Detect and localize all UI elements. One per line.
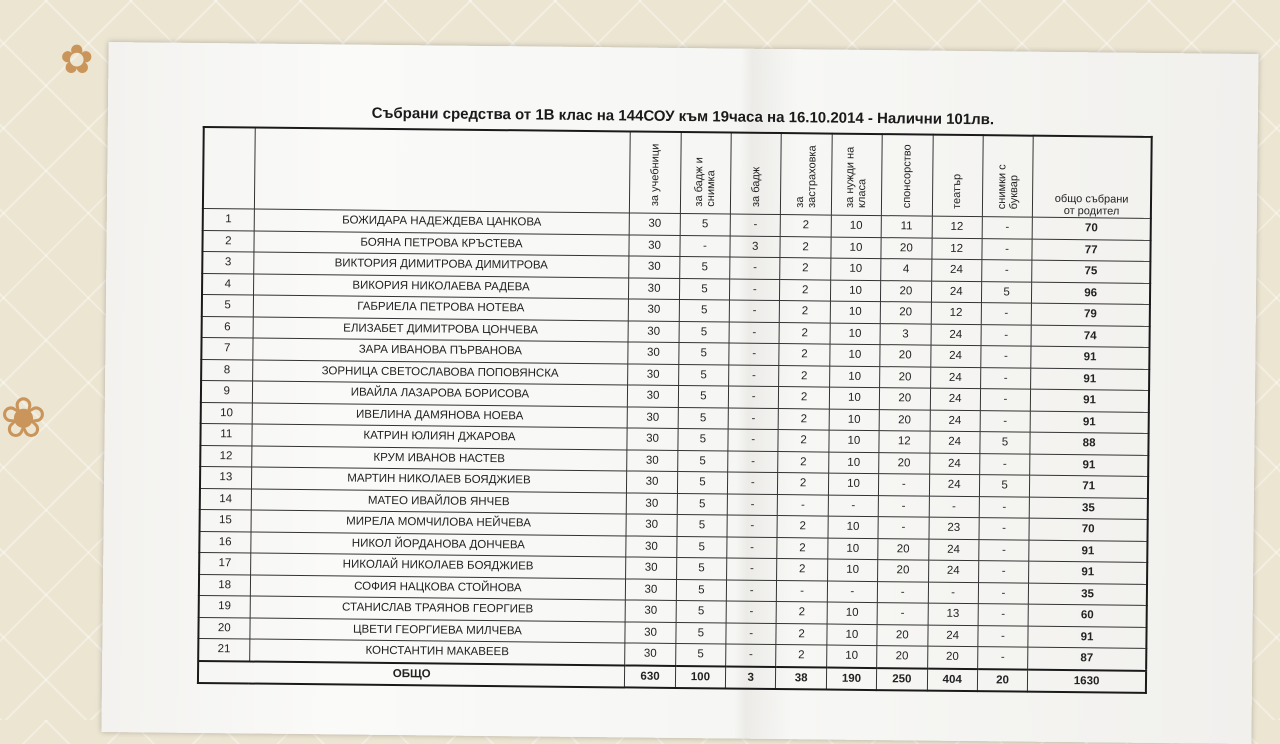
value-cell: - [727, 494, 778, 516]
student-name-cell: КАТРИН ЮЛИЯН ДЖАРОВА [251, 424, 627, 449]
value-cell: 5 [981, 281, 1032, 303]
value-cell: 11 [881, 216, 932, 238]
value-cell: - [877, 581, 928, 603]
row-number-cell: 16 [199, 531, 250, 553]
value-cell: 30 [628, 320, 679, 342]
value-cell: - [928, 582, 979, 604]
value-cell: 91 [1031, 346, 1149, 369]
value-cell: 2 [776, 645, 827, 668]
contributions-table [197, 126, 1153, 694]
value-cell: - [680, 235, 731, 257]
value-cell: - [728, 386, 779, 408]
value-cell: 5 [679, 256, 730, 278]
student-name-cell: ЦВЕТИ ГЕОРГИЕВА МИЛЧЕВА [249, 618, 625, 643]
value-cell: 74 [1031, 325, 1149, 348]
value-cell: 24 [931, 281, 982, 303]
value-cell: 2 [781, 215, 832, 237]
row-number-cell: 6 [202, 316, 253, 338]
value-cell: 5 [680, 213, 731, 235]
row-number-cell: 21 [198, 638, 249, 661]
student-name-cell: КОНСТАНТИН МАКАВЕЕВ [249, 639, 625, 665]
row-number-cell: 1 [203, 208, 254, 230]
row-number-cell: 12 [200, 445, 251, 467]
value-cell: 10 [828, 473, 879, 495]
value-cell: - [978, 582, 1029, 604]
value-cell: - [729, 343, 780, 365]
value-cell: 30 [629, 256, 680, 278]
row-number-cell: 4 [202, 273, 253, 295]
value-cell: 20 [877, 646, 928, 669]
student-name-cell: КРУМ ИВАНОВ НАСТЕВ [251, 446, 627, 471]
value-cell: 24 [928, 539, 979, 561]
value-cell: 20 [879, 388, 930, 410]
value-cell: 30 [628, 342, 679, 364]
value-cell: - [726, 601, 777, 623]
total-value-cell: 250 [877, 668, 928, 691]
row-number-cell: 5 [202, 294, 253, 316]
value-cell: 91 [1030, 411, 1148, 434]
value-cell: 30 [627, 492, 678, 514]
value-cell: 24 [930, 367, 981, 389]
value-cell: 20 [878, 560, 929, 582]
value-cell: 10 [829, 387, 880, 409]
value-cell: 3 [730, 236, 781, 258]
header-name-cell [254, 128, 631, 213]
value-cell: 2 [777, 537, 828, 559]
total-value-cell: 630 [625, 665, 676, 688]
value-cell: - [879, 474, 930, 496]
value-cell: - [730, 214, 781, 236]
value-cell: - [728, 451, 779, 473]
value-cell: 10 [826, 645, 877, 668]
value-cell: - [980, 410, 1031, 432]
value-cell: 2 [778, 430, 829, 452]
value-cell: 2 [780, 279, 831, 301]
header-cell: за нужди на класа [831, 134, 882, 216]
value-cell: 24 [931, 259, 982, 281]
value-cell: 2 [777, 516, 828, 538]
header-cell: за застраховка [781, 133, 832, 215]
header-cell: спонсорство [882, 134, 933, 216]
value-cell: 10 [828, 452, 879, 474]
value-cell: 10 [828, 516, 879, 538]
value-cell: - [728, 472, 779, 494]
value-cell: - [980, 367, 1031, 389]
header-cell: за бадж [730, 133, 781, 215]
value-cell: 5 [676, 600, 727, 622]
student-name-cell: МАРТИН НИКОЛАЕВ БОЯДЖИЕВ [251, 467, 627, 492]
row-number-cell: 7 [201, 337, 252, 359]
value-cell: - [978, 561, 1029, 583]
value-cell: 70 [1032, 217, 1151, 240]
value-cell: 30 [625, 600, 676, 622]
value-cell: 5 [678, 385, 729, 407]
value-cell: 30 [627, 449, 678, 471]
value-cell: 2 [779, 408, 830, 430]
value-cell: 24 [930, 388, 981, 410]
total-value-cell: 190 [826, 667, 877, 690]
value-cell: 3 [880, 323, 931, 345]
value-cell: - [828, 495, 879, 517]
value-cell: 10 [827, 624, 878, 646]
student-name-cell: ЕЛИЗАБЕТ ДИМИТРОВА ЦОНЧЕВА [253, 317, 629, 342]
student-name-cell: ВИКТОРИЯ ДИМИТРОВА ДИМИТРОВА [253, 252, 629, 277]
value-cell: 5 [675, 643, 726, 666]
quilt-flower-icon: ❀ [0, 386, 47, 449]
header-cell: за бадж и снимка [680, 132, 731, 214]
value-cell: 5 [677, 450, 728, 472]
value-cell: 5 [678, 407, 729, 429]
row-number-cell: 8 [201, 359, 252, 381]
value-cell: - [979, 539, 1030, 561]
value-cell: 30 [629, 299, 680, 321]
value-cell: - [727, 515, 778, 537]
value-cell: 2 [777, 602, 828, 624]
total-value-cell: 3 [725, 666, 776, 689]
value-cell: 24 [931, 324, 982, 346]
value-cell: 12 [932, 216, 983, 238]
student-name-cell: СТАНИСЛАВ ТРАЯНОВ ГЕОРГИЕВ [250, 596, 626, 621]
value-cell: 24 [930, 410, 981, 432]
value-cell: 20 [878, 538, 929, 560]
value-cell: - [778, 494, 829, 516]
value-cell: 10 [831, 215, 882, 237]
value-cell: 24 [929, 474, 980, 496]
student-name-cell: ЗОРНИЦА СВЕТОСЛАВОВА ПОПОВЯНСКА [252, 360, 628, 385]
value-cell: 20 [927, 646, 978, 669]
value-cell: 20 [880, 366, 931, 388]
value-cell: 5 [679, 299, 730, 321]
value-cell: - [729, 365, 780, 387]
value-cell: 5 [677, 471, 728, 493]
value-cell: 24 [929, 453, 980, 475]
value-cell: - [827, 581, 878, 603]
value-cell: 35 [1029, 583, 1147, 606]
value-cell: - [978, 604, 1029, 626]
value-cell: 10 [829, 430, 880, 452]
row-number-cell: 3 [202, 251, 253, 273]
value-cell: - [982, 260, 1033, 282]
value-cell: 20 [879, 409, 930, 431]
row-number-cell: 19 [199, 595, 250, 617]
value-cell: - [730, 257, 781, 279]
value-cell: 20 [879, 452, 930, 474]
student-name-cell: БОЖИДАРА НАДЕЖДЕВА ЦАНКОВА [254, 209, 630, 234]
value-cell: 30 [629, 277, 680, 299]
row-number-cell: 2 [202, 230, 253, 252]
row-number-cell: 11 [200, 423, 251, 445]
value-cell: 20 [880, 345, 931, 367]
total-label-cell: ОБЩО [198, 660, 625, 687]
value-cell: 12 [879, 431, 930, 453]
student-name-cell: ГАБРИЕЛА ПЕТРОВА НОТЕВА [253, 295, 629, 320]
student-name-cell: ЗАРА ИВАНОВА ПЪРВАНОВА [252, 338, 628, 363]
row-number-cell: 10 [201, 402, 252, 424]
row-number-cell: 17 [199, 552, 250, 574]
value-cell: 30 [628, 385, 679, 407]
value-cell: 91 [1031, 389, 1150, 412]
student-name-cell: СОФИЯ НАЦКОВА СТОЙНОВА [250, 575, 626, 600]
row-number-cell: 13 [200, 466, 251, 488]
row-number-cell: 18 [199, 574, 250, 596]
value-cell: 10 [827, 602, 878, 624]
value-cell: 10 [828, 538, 879, 560]
value-cell: 30 [625, 643, 676, 666]
value-cell: 5 [676, 557, 727, 579]
value-cell: 2 [776, 623, 827, 645]
value-cell: - [729, 322, 780, 344]
value-cell: 10 [830, 258, 881, 280]
value-cell: 30 [627, 471, 678, 493]
value-cell: 30 [626, 514, 677, 536]
value-cell: 75 [1032, 260, 1150, 283]
value-cell: 12 [931, 302, 982, 324]
value-cell: 10 [831, 237, 882, 259]
value-cell: 60 [1028, 604, 1146, 627]
value-cell: - [727, 558, 778, 580]
student-name-cell: ИВЕЛИНА ДАМЯНОВА НОЕВА [252, 403, 628, 428]
value-cell: - [929, 496, 980, 518]
value-cell: - [729, 300, 780, 322]
value-cell: 10 [829, 409, 880, 431]
value-cell: - [980, 453, 1031, 475]
value-cell: 10 [830, 280, 881, 302]
value-cell: 96 [1032, 282, 1151, 305]
value-cell: 4 [881, 259, 932, 281]
value-cell: 20 [877, 624, 928, 646]
value-cell: 77 [1032, 239, 1150, 262]
value-cell: 20 [880, 302, 931, 324]
value-cell: 23 [928, 517, 979, 539]
value-cell: 30 [626, 535, 677, 557]
total-value-cell: 38 [776, 667, 827, 690]
value-cell: 91 [1030, 454, 1149, 477]
value-cell: 30 [627, 428, 678, 450]
value-cell: 5 [677, 493, 728, 515]
total-value-cell: 1630 [1028, 669, 1147, 693]
value-cell: - [981, 346, 1032, 368]
value-cell: 10 [830, 344, 881, 366]
student-name-cell: МАТЕО ИВАЙЛОВ ЯНЧЕВ [251, 489, 627, 514]
value-cell: 2 [777, 559, 828, 581]
value-cell: 10 [830, 301, 881, 323]
student-name-cell: ВИКОРИЯ НИКОЛАЕВА РАДЕВА [253, 274, 629, 299]
header-total-cell: общо събрани от родител [1033, 136, 1152, 219]
value-cell: - [981, 303, 1032, 325]
value-cell: - [730, 279, 781, 301]
value-cell: 91 [1028, 626, 1147, 649]
value-cell: - [777, 580, 828, 602]
value-cell: 5 [679, 321, 730, 343]
row-number-cell: 20 [198, 617, 249, 639]
value-cell: 24 [927, 625, 978, 647]
value-cell: - [980, 389, 1031, 411]
value-cell: - [977, 647, 1028, 670]
value-cell: - [981, 324, 1032, 346]
row-number-cell: 15 [200, 509, 251, 531]
student-name-cell: НИКОЛАЙ НИКОЛАЕВ БОЯДЖИЕВ [250, 553, 626, 578]
value-cell: - [726, 644, 777, 667]
total-value-cell: 20 [977, 669, 1028, 692]
value-cell: 13 [928, 603, 979, 625]
value-cell: 71 [1030, 475, 1148, 498]
value-cell: - [878, 517, 929, 539]
value-cell: 2 [780, 301, 831, 323]
value-cell: 91 [1031, 368, 1149, 391]
value-cell: 70 [1029, 518, 1147, 541]
value-cell: 12 [931, 238, 982, 260]
value-cell: - [982, 217, 1033, 239]
value-cell: 5 [676, 536, 727, 558]
value-cell: 2 [779, 344, 830, 366]
value-cell: - [978, 625, 1029, 647]
value-cell: 35 [1029, 497, 1147, 520]
row-number-cell: 9 [201, 380, 252, 402]
value-cell: 30 [627, 406, 678, 428]
value-cell: 10 [829, 366, 880, 388]
value-cell: 5 [679, 278, 730, 300]
value-cell: - [726, 579, 777, 601]
value-cell: 5 [679, 342, 730, 364]
value-cell: 10 [827, 559, 878, 581]
value-cell: 87 [1028, 647, 1147, 670]
value-cell: 5 [676, 579, 727, 601]
value-cell: 91 [1029, 540, 1147, 563]
value-cell: 24 [928, 560, 979, 582]
value-cell: - [726, 622, 777, 644]
value-cell: 10 [830, 323, 881, 345]
value-cell: - [728, 408, 779, 430]
value-cell: 30 [625, 621, 676, 643]
value-cell: 2 [780, 236, 831, 258]
value-cell: 30 [629, 234, 680, 256]
value-cell: 30 [628, 363, 679, 385]
value-cell: 5 [980, 432, 1031, 454]
value-cell: 2 [778, 473, 829, 495]
row-number-cell: 14 [200, 488, 251, 510]
document-title: Събрани средства от 1В клас на 144СОУ към 19часа на 16.10.2014 - Налични 101лв. [371, 104, 995, 129]
value-cell: 5 [678, 428, 729, 450]
header-cell: снимки с буквар [982, 135, 1033, 217]
value-cell: 20 [881, 237, 932, 259]
value-cell: - [982, 238, 1033, 260]
value-cell: 5 [677, 514, 728, 536]
header-cell: за учебници [630, 131, 681, 213]
value-cell: - [877, 603, 928, 625]
student-name-cell: МИРЕЛА МОМЧИЛОВА НЕЙЧЕВА [251, 510, 627, 535]
value-cell: 2 [779, 387, 830, 409]
value-cell: 24 [929, 431, 980, 453]
value-cell: 88 [1030, 432, 1148, 455]
value-cell: 20 [881, 280, 932, 302]
student-name-cell: БОЯНА ПЕТРОВА КРЪСТЕВА [253, 231, 629, 256]
value-cell: - [728, 429, 779, 451]
value-cell: 2 [779, 365, 830, 387]
value-cell: 5 [676, 622, 727, 644]
header-cell: театър [932, 135, 983, 217]
value-cell: - [727, 537, 778, 559]
student-name-cell: НИКОЛ ЙОРДАНОВА ДОНЧЕВА [250, 532, 626, 557]
value-cell: - [979, 496, 1030, 518]
quilt-flower-icon: ✿ [60, 38, 94, 82]
total-value-cell: 404 [927, 668, 978, 691]
value-cell: 30 [626, 557, 677, 579]
value-cell: 30 [630, 213, 681, 235]
value-cell: 2 [778, 451, 829, 473]
table-header-row [203, 127, 1152, 218]
value-cell: 79 [1031, 303, 1149, 326]
student-name-cell: ИВАЙЛА ЛАЗАРОВА БОРИСОВА [252, 381, 628, 406]
value-cell: 5 [979, 475, 1030, 497]
total-value-cell: 100 [675, 665, 726, 688]
value-cell: - [878, 495, 929, 517]
header-number-cell [203, 127, 255, 209]
value-cell: 2 [779, 322, 830, 344]
value-cell: 24 [930, 345, 981, 367]
value-cell: 91 [1029, 561, 1148, 584]
paper-sheet [101, 42, 1258, 744]
value-cell: 30 [626, 578, 677, 600]
value-cell: - [979, 518, 1030, 540]
value-cell: 2 [780, 258, 831, 280]
value-cell: 5 [678, 364, 729, 386]
